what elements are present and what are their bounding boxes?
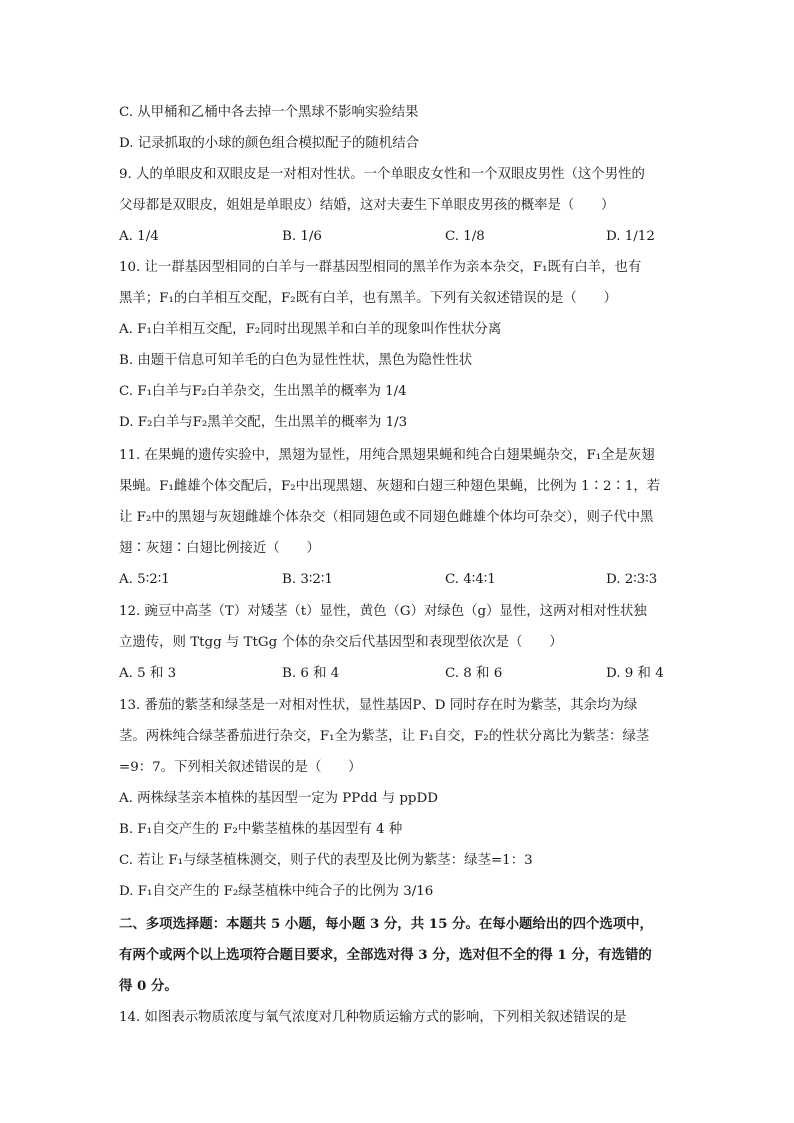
q11-stem-line-4: 翅∶灰翅∶白翅比例接近（ ） [119, 541, 320, 556]
q13-stem-line-2: 茎。两株纯合绿茎番茄进行杂交，F₁全为紫茎，让 F₁自交，F₂的性状分离比为紫茎：绿茎 [119, 729, 650, 744]
q13-option-a: A. 两株绿茎亲本植株的基因型一定为 PPdd 与 ppDD [119, 791, 438, 806]
q12-option-b: B. 6 和 4 [282, 666, 340, 681]
q9-option-b: B. 1/6 [282, 229, 322, 244]
q12-stem-line-1: 12. 豌豆中高茎（T）对矮茎（t）显性，黄色（G）对绿色（g）显性，这两对相对性状独 [119, 604, 647, 619]
section-2-heading-line-2: 有两个或两个以上选项符合题目要求，全部选对得 3 分，选对但不全的得 1 分，有选错的 [119, 947, 652, 963]
q13-option-c: C. 若让 F₁与绿茎植株测交，则子代的表型及比例为紫茎：绿茎=1：3 [119, 853, 533, 868]
section-2-heading-line-3: 得 0 分。 [119, 978, 178, 994]
q10-option-a: A. F₁白羊相互交配，F₂同时出现黑羊和白羊的现象叫作性状分离 [119, 322, 502, 337]
q11-option-b: B. 3∶2∶1 [282, 572, 333, 587]
q11-stem-line-2: 果蝇。F₁雌雄个体交配后，F₂中出现黑翅、灰翅和白翅三种翅色果蝇，比例为 1∶2∶1，若 [119, 479, 661, 494]
q11-stem-line-3: 让 F₂中的黑翅与灰翅雌雄个体杂交（相同翅色或不同翅色雌雄个体均可杂交），则子代中黑 [119, 510, 654, 525]
q13-stem-line-1: 13. 番茄的紫茎和绿茎是一对相对性状，显性基因P、D 同时存在时为紫茎，其余均为绿 [119, 698, 638, 713]
section-2-heading-line-1: 二、多项选择题：本题共 5 小题，每小题 3 分，共 15 分。在每小题给出的四个选项中， [119, 916, 653, 932]
q9-options [119, 227, 679, 247]
q11-option-a: A. 5∶2∶1 [119, 572, 170, 587]
q13-stem-line-3: =9：7。下列相关叙述错误的是（ ） [119, 760, 362, 775]
q8-option-c: C. 从甲桶和乙桶中各去掉一个黑球不影响实验结果 [119, 105, 419, 120]
q10-option-c: C. F₁白羊与F₂白羊杂交，生出黑羊的概率为 1/4 [119, 384, 407, 399]
q9-option-d: D. 1/12 [606, 229, 655, 244]
q8-option-d: D. 记录抓取的小球的颜色组合模拟配子的随机结合 [119, 136, 419, 151]
q11-option-c: C. 4∶4∶1 [445, 572, 496, 587]
q11-option-d: D. 2∶3∶3 [606, 572, 658, 587]
q10-stem-line-2: 黑羊；F₁的白羊相互交配，F₂既有白羊，也有黑羊。下列有关叙述错误的是（ ） [119, 291, 617, 306]
q10-option-b: B. 由题干信息可知羊毛的白色为显性性状，黑色为隐性性状 [119, 353, 473, 368]
q12-options [119, 664, 679, 684]
q13-option-b: B. F₁自交产生的 F₂中紫茎植株的基因型有 4 种 [119, 822, 403, 837]
q12-option-c: C. 8 和 6 [445, 666, 503, 681]
q10-option-d: D. F₂白羊与F₂黑羊交配，生出黑羊的概率为 1/3 [119, 415, 408, 430]
q11-options [119, 570, 679, 590]
q13-option-d: D. F₁自交产生的 F₂绿茎植株中纯合子的比例为 3/16 [119, 884, 434, 899]
q12-option-a: A. 5 和 3 [119, 666, 177, 681]
q9-stem-line-2: 父母都是双眼皮，姐姐是单眼皮）结婚，这对夫妻生下单眼皮男孩的概率是（ ） [119, 198, 615, 213]
q9-stem-line-1: 9. 人的单眼皮和双眼皮是一对相对性状。一个单眼皮女性和一个双眼皮男性（这个男性的 [119, 167, 645, 182]
q12-option-d: D. 9 和 4 [606, 666, 664, 681]
q10-stem-line-1: 10. 让一群基因型相同的白羊与一群基因型相同的黑羊作为亲本杂交，F₁既有白羊，也有 [119, 260, 642, 275]
q14-stem-line-1: 14. 如图表示物质浓度与氧气浓度对几种物质运输方式的影响，下列相关叙述错误的是 [119, 1010, 627, 1025]
q11-stem-line-1: 11. 在果蝇的遗传实验中，黑翅为显性，用纯合黑翅果蝇和纯合白翅果蝇杂交，F₁全是灰翅 [119, 448, 655, 463]
q9-option-a: A. 1/4 [119, 229, 159, 244]
q12-stem-line-2: 立遗传，则 Ttgg 与 TtGg 个体的杂交后代基因型和表现型依次是（ ） [119, 635, 563, 650]
q9-option-c: C. 1/8 [445, 229, 485, 244]
